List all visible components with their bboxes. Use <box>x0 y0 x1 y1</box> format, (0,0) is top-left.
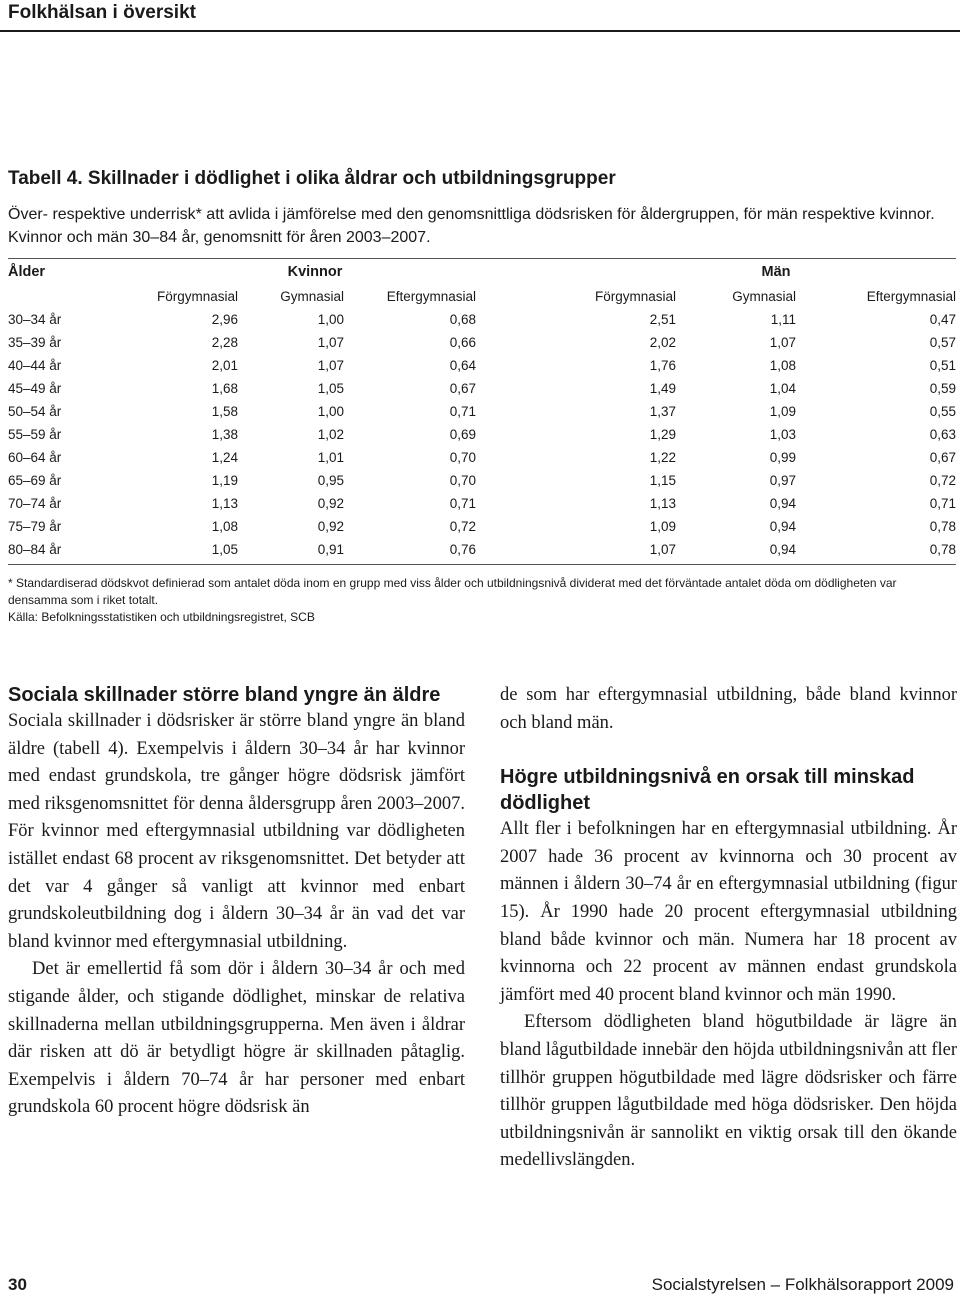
value-cell: 0,72 <box>449 519 476 534</box>
value-cell: 0,69 <box>449 427 476 442</box>
value-cell: 0,72 <box>929 473 956 488</box>
table-row <box>8 308 956 331</box>
value-cell: 1,13 <box>211 496 238 511</box>
value-cell: 0,99 <box>769 450 796 465</box>
value-cell: 1,00 <box>317 404 344 419</box>
women-group-header: Kvinnor <box>287 264 343 280</box>
page-number: 30 <box>8 1275 27 1294</box>
value-cell: 1,07 <box>317 358 344 373</box>
value-cell: 0,78 <box>929 519 956 534</box>
value-cell: 1,11 <box>770 312 796 327</box>
value-cell: 1,01 <box>317 450 344 465</box>
table-top-rule <box>8 258 956 259</box>
age-header: Ålder <box>8 264 46 280</box>
header-divider <box>0 30 960 32</box>
value-cell: 0,67 <box>449 381 476 396</box>
value-cell: 0,92 <box>317 496 344 511</box>
age-cell: 60–64 år <box>8 450 62 465</box>
value-cell: 1,05 <box>317 381 344 396</box>
value-cell: 1,08 <box>211 519 238 534</box>
value-cell: 0,71 <box>449 404 476 419</box>
table-title: Tabell 4. Skillnader i dödlighet i olika åldrar och utbildningsgrupper <box>8 168 616 189</box>
age-cell: 70–74 år <box>8 496 62 511</box>
section-heading: Högre utbildningsnivå en orsak till minskad dödlighet <box>500 766 915 815</box>
body-paragraph: Allt fler i befolkningen har en eftergymnasial utbildning. År 2007 hade 36 procent av kvinnorna och 30 procent av männen i åldern 30–74 år en eftergymnasial utbildning (figur 15). År 1990 hade 20 procent eftergymnasial utbildning bland både kvinnor och män. Numera har 18 procent av kvinnorna och 22 procent av männen endast grundskola jämfört med 40 procent bland kvinnor och män 1990. <box>500 819 957 1005</box>
value-cell: 0,70 <box>449 473 476 488</box>
value-cell: 1,09 <box>649 519 676 534</box>
table-row <box>8 538 956 561</box>
age-cell: 45–49 år <box>8 381 62 396</box>
value-cell: 0,91 <box>317 542 344 557</box>
age-cell: 35–39 år <box>8 335 62 350</box>
body-paragraph: Sociala skillnader i dödsrisker är större bland yngre än bland äldre (tabell 4). Exempelvis i åldern 30–34 år har kvinnor med endast grundskola, tre gånger högre dödsrisk jämfört med riksgenomsnittet för denna åldersgrupp åren 2003–2007. För kvinnor med eftergymnasial utbildning var dödligheten istället endast 68 procent av riksgenomsnittet. Det betyder att det var 4 gånger så vanligt att kvinnor med enbart grundskoleutbildning dog i åldern 30–34 år än vad det var bland kvinnor med eftergymnasial utbildning. <box>8 711 465 952</box>
table-footnote: * Standardiserad dödskvot definierad som antalet döda inom en grupp med viss ålder och utbildningsnivå dividerat med det förväntade antalet döda om dödligheten var densamma som i riket totalt. <box>8 576 897 607</box>
column-header: Gymnasial <box>280 288 344 304</box>
table-row <box>8 446 956 469</box>
value-cell: 1,03 <box>769 427 796 442</box>
table-caption: Över- respektive underrisk* att avlida i jämförelse med den genomsnittliga dödsrisken för åldergruppen, för män respektive kvinnor. Kvinnor och män 30–84 år, genomsnitt för åren 2003–2007. <box>8 206 935 246</box>
value-cell: 0,94 <box>769 496 796 511</box>
value-cell: 1,76 <box>649 358 676 373</box>
value-cell: 1,05 <box>211 542 238 557</box>
value-cell: 0,71 <box>449 496 476 511</box>
table-row <box>8 515 956 538</box>
article-left-column <box>8 682 465 1122</box>
value-cell: 1,07 <box>769 335 796 350</box>
value-cell: 0,95 <box>317 473 344 488</box>
value-cell: 0,47 <box>929 312 956 327</box>
value-cell: 2,51 <box>649 312 676 327</box>
value-cell: 1,07 <box>317 335 344 350</box>
column-header: Eftergymnasial <box>866 288 956 304</box>
value-cell: 0,64 <box>449 358 476 373</box>
value-cell: 0,59 <box>929 381 956 396</box>
age-cell: 55–59 år <box>8 427 62 442</box>
value-cell: 0,97 <box>769 473 796 488</box>
value-cell: 2,28 <box>211 335 238 350</box>
section-heading: Sociala skillnader större bland yngre än äldre <box>8 684 441 706</box>
value-cell: 0,70 <box>449 450 476 465</box>
value-cell: 2,01 <box>211 358 238 373</box>
age-cell: 65–69 år <box>8 473 62 488</box>
table-row <box>8 354 956 377</box>
age-cell: 80–84 år <box>8 542 62 557</box>
value-cell: 1,37 <box>649 404 676 419</box>
column-header: Förgymnasial <box>594 288 676 304</box>
value-cell: 1,22 <box>649 450 676 465</box>
value-cell: 0,94 <box>769 542 796 557</box>
column-header: Förgymnasial <box>156 288 238 304</box>
value-cell: 0,92 <box>317 519 344 534</box>
value-cell: 0,51 <box>929 358 956 373</box>
men-group-header: Män <box>761 264 791 280</box>
table-body <box>8 308 956 561</box>
page-header <box>0 0 960 26</box>
value-cell: 2,96 <box>211 312 238 327</box>
value-cell: 0,57 <box>929 335 956 350</box>
table-notes <box>8 575 958 626</box>
value-cell: 0,76 <box>449 542 476 557</box>
value-cell: 0,66 <box>449 335 476 350</box>
value-cell: 0,71 <box>929 496 956 511</box>
table-row <box>8 331 956 354</box>
column-header: Eftergymnasial <box>386 288 476 304</box>
value-cell: 0,67 <box>929 450 956 465</box>
value-cell: 0,78 <box>929 542 956 557</box>
table-bottom-rule <box>8 564 956 565</box>
value-cell: 1,38 <box>211 427 238 442</box>
value-cell: 0,63 <box>929 427 956 442</box>
value-cell: 1,58 <box>211 404 238 419</box>
section-title: Folkhälsan i översikt <box>8 2 196 23</box>
value-cell: 1,49 <box>649 381 676 396</box>
value-cell: 1,08 <box>769 358 796 373</box>
value-cell: 1,00 <box>317 312 344 327</box>
table-row <box>8 377 956 400</box>
value-cell: 1,13 <box>649 496 676 511</box>
table-row <box>8 423 956 446</box>
value-cell: 1,04 <box>769 381 796 396</box>
body-paragraph: de som har eftergymnasial utbildning, både bland kvinnor och bland män. <box>500 685 957 733</box>
table-row <box>8 492 956 515</box>
body-paragraph: Eftersom dödligheten bland högutbildade är lägre än bland lågutbildade innebär den höjda utbildningsnivån att fler tillhör gruppen högutbildade med lägre dödsrisker och färre tillhör gruppen lågutbildade med höga dödsrisker. Den höjda utbildningsnivån är sannolikt en viktig orsak till den ökande medellivslängden. <box>500 1012 957 1171</box>
value-cell: 1,07 <box>649 542 676 557</box>
column-header: Gymnasial <box>732 288 796 304</box>
value-cell: 1,02 <box>317 427 344 442</box>
age-cell: 75–79 år <box>8 519 62 534</box>
value-cell: 1,29 <box>649 427 676 442</box>
value-cell: 1,19 <box>211 473 238 488</box>
age-cell: 30–34 år <box>8 312 62 327</box>
table-row <box>8 400 956 423</box>
value-cell: 1,68 <box>211 381 238 396</box>
table-row <box>8 469 956 492</box>
body-paragraph: Det är emellertid få som dör i åldern 30–34 år och med stigande ålder, och stigande dödlighet, minskar de relativa skillnaderna mellan utbildningsgrupperna. Men även i åldrar där risken att dö är betydligt högre är skillnaden påtaglig. Exempelvis i åldern 70–74 år har personer med enbart grundskola 60 procent högre dödsrisk än <box>8 959 465 1118</box>
value-cell: 0,94 <box>769 519 796 534</box>
footer-publication: Socialstyrelsen – Folkhälsorapport 2009 <box>651 1275 954 1294</box>
value-cell: 1,24 <box>211 450 238 465</box>
value-cell: 0,68 <box>449 312 476 327</box>
value-cell: 1,15 <box>649 473 676 488</box>
age-cell: 50–54 år <box>8 404 62 419</box>
value-cell: 2,02 <box>649 335 676 350</box>
article-right-column <box>500 682 957 1175</box>
value-cell: 1,09 <box>769 404 796 419</box>
age-cell: 40–44 år <box>8 358 62 373</box>
table-source: Källa: Befolkningsstatistiken och utbildningsregistret, SCB <box>8 610 315 624</box>
mortality-table <box>8 260 956 561</box>
value-cell: 0,55 <box>929 404 956 419</box>
